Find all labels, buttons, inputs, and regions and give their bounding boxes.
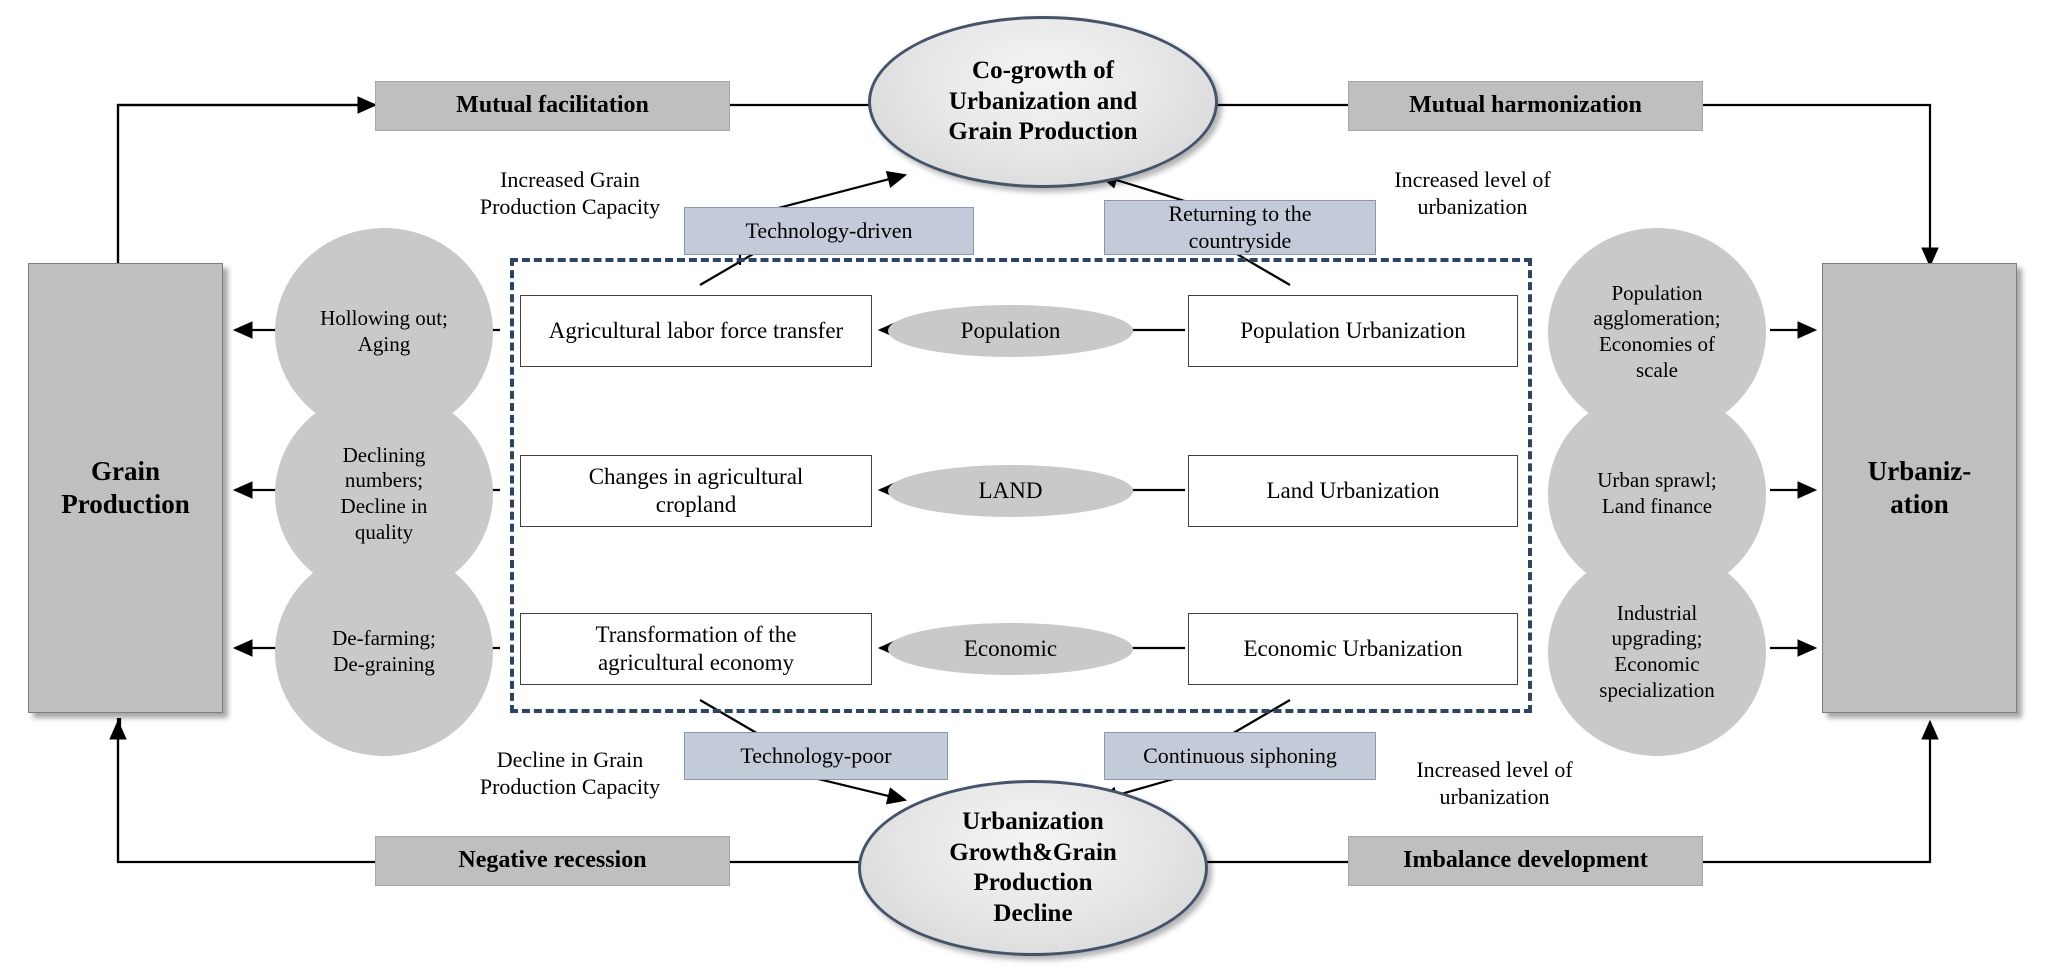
driver-technology-poor-label: Technology-poor: [740, 742, 892, 768]
left-circle-population-label: Hollowing out; Aging: [320, 306, 448, 356]
bar-bottom-right-label: Imbalance development: [1403, 847, 1648, 874]
bar-bottom-left-label: Negative recession: [458, 847, 647, 874]
right-box-population-urbanization: [1188, 295, 1518, 367]
note-bottom-right-label: Increased level of urbanization: [1416, 756, 1573, 809]
bar-mutual-harmonization: [1348, 81, 1703, 131]
right-box-population-urbanization-label: Population Urbanization: [1240, 317, 1466, 343]
left-box-labor-transfer: [520, 295, 872, 367]
side-box-right-label: Urbaniz-ation: [1867, 456, 1972, 519]
bar-mutual-facilitation: [375, 81, 730, 131]
left-circle-economic: [275, 548, 493, 756]
bar-imbalance-development: [1348, 836, 1703, 886]
right-circle-economic: [1548, 548, 1766, 756]
right-box-land-urbanization: [1188, 455, 1518, 527]
right-box-economic-urbanization-label: Economic Urbanization: [1243, 635, 1463, 661]
bar-negative-recession: [375, 836, 730, 886]
driver-returning-countryside: [1104, 200, 1376, 255]
right-circle-economic-label: Industrial upgrading; Economic specialization: [1599, 600, 1715, 702]
middle-ellipse-land: [888, 465, 1133, 517]
left-box-economy-transformation-label: Transformation of the agricultural economy: [595, 621, 797, 675]
driver-continuous-siphoning: [1104, 732, 1376, 780]
driver-continuous-siphoning-label: Continuous siphoning: [1143, 742, 1337, 768]
left-circle-land-label: Declining numbers; Decline in quality: [340, 442, 428, 544]
note-top-left: [455, 158, 685, 228]
left-box-labor-transfer-label: Agricultural labor force transfer: [548, 317, 844, 343]
driver-technology-poor: [684, 732, 948, 780]
side-box-grain-production: [28, 263, 223, 713]
outcome-bottom-label: Urbanization Growth&Grain Production Decline: [949, 808, 1117, 927]
note-bottom-right: [1382, 748, 1607, 818]
note-top-right-label: Increased level of urbanization: [1394, 166, 1551, 219]
left-box-cropland-changes: [520, 455, 872, 527]
middle-ellipse-population-label: Population: [960, 317, 1061, 343]
middle-ellipse-population: [888, 305, 1133, 357]
middle-ellipse-economic: [888, 623, 1133, 675]
right-circle-land-label: Urban sprawl; Land finance: [1597, 468, 1717, 518]
outcome-ellipse-top: [868, 16, 1218, 188]
left-box-cropland-changes-label: Changes in agricultural cropland: [588, 463, 804, 517]
right-box-economic-urbanization: [1188, 613, 1518, 685]
left-circle-economic-label: De-farming; De-graining: [332, 626, 436, 676]
driver-technology-driven: [684, 207, 974, 255]
note-top-right: [1360, 158, 1585, 228]
bar-top-left-label: Mutual facilitation: [456, 92, 649, 119]
side-box-left-label: Grain Production: [61, 456, 190, 519]
outcome-top-label: Co-growth of Urbanization and Grain Production: [948, 57, 1138, 146]
note-bottom-left: [455, 738, 685, 808]
left-box-economy-transformation: [520, 613, 872, 685]
middle-ellipse-land-label: LAND: [978, 477, 1043, 503]
note-top-left-label: Increased Grain Production Capacity: [479, 166, 661, 219]
driver-technology-driven-label: Technology-driven: [745, 217, 913, 243]
driver-returning-countryside-label: Returning to the countryside: [1168, 200, 1312, 253]
side-box-urbanization: [1822, 263, 2017, 713]
right-circle-population-label: Population agglomeration; Economies of scale: [1593, 280, 1721, 382]
bar-top-right-label: Mutual harmonization: [1409, 92, 1642, 119]
middle-ellipse-economic-label: Economic: [963, 635, 1058, 661]
note-bottom-left-label: Decline in Grain Production Capacity: [479, 746, 661, 799]
outcome-ellipse-bottom: [858, 780, 1208, 956]
right-box-land-urbanization-label: Land Urbanization: [1266, 477, 1440, 503]
